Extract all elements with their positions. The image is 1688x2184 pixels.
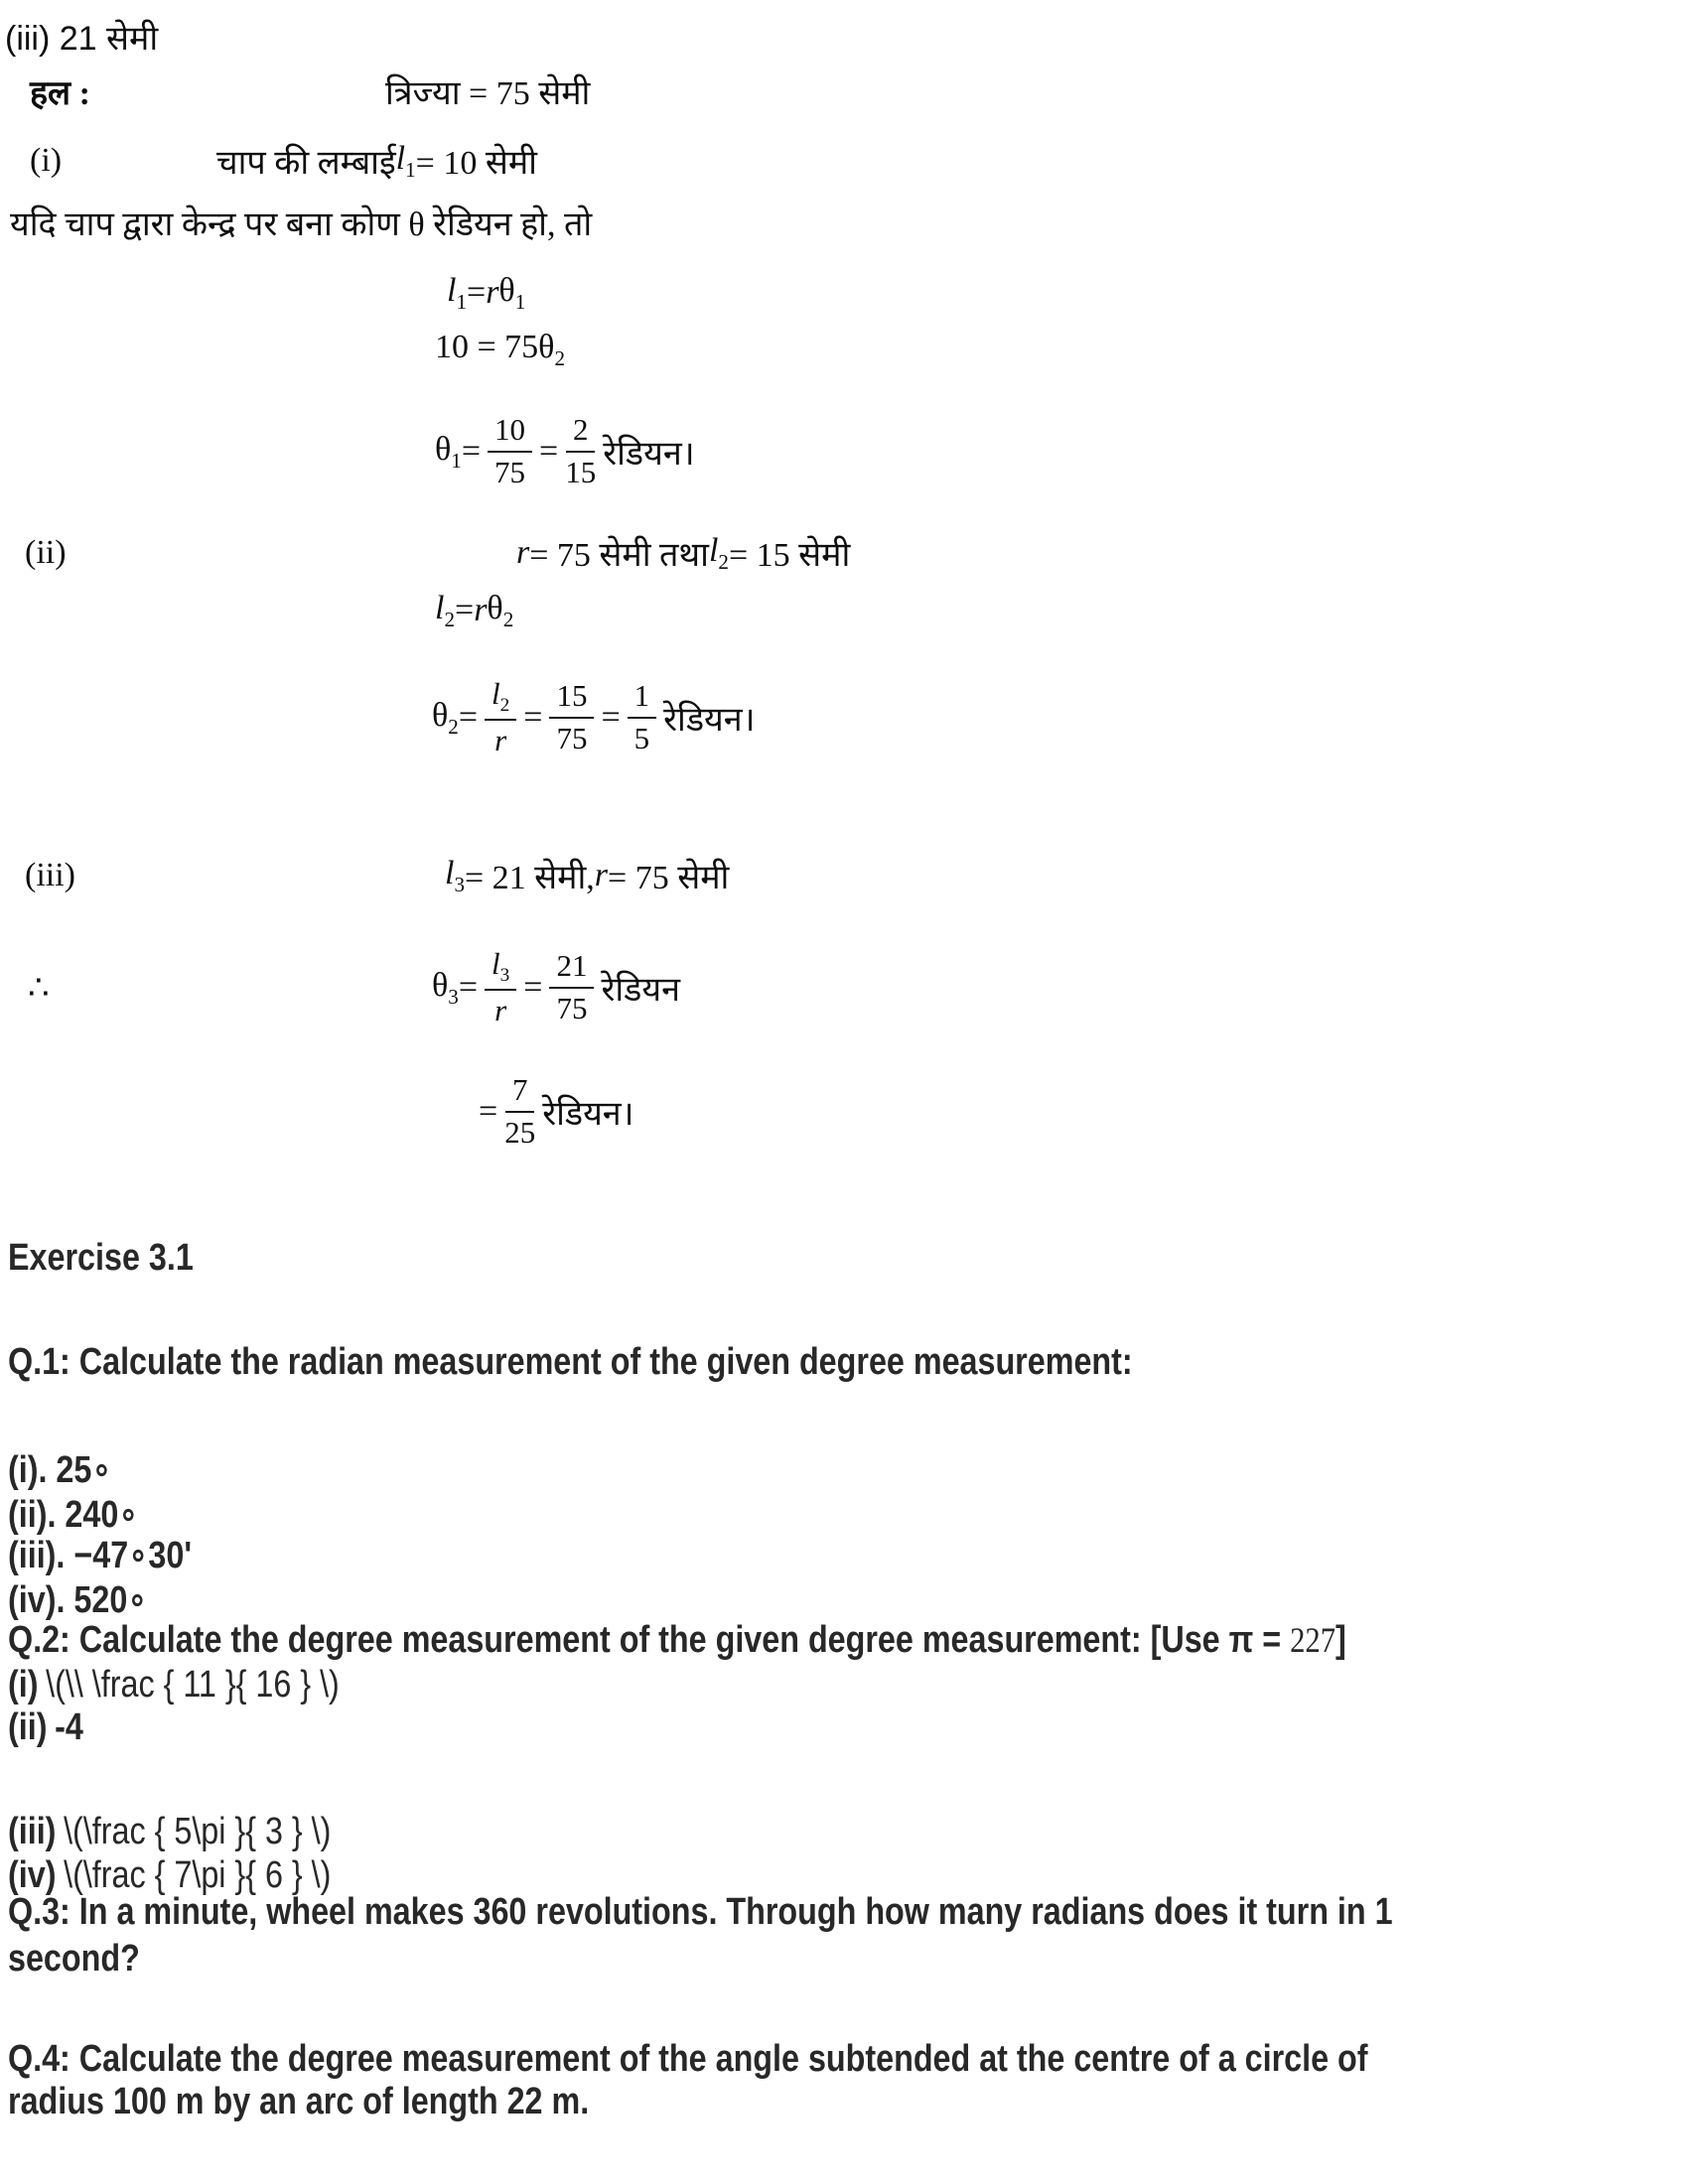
- math-text: = 75 सेमी तथा: [529, 537, 709, 574]
- math-variable: $l_3$: [445, 854, 465, 896]
- math-text: त्रिज्या = 75 सेमी: [385, 75, 591, 112]
- math-variable: $l_1$: [395, 139, 416, 182]
- solution-row: [0, 590, 1688, 632]
- fraction: [504, 1073, 535, 1150]
- q1-text: Q.1: Calculate the radian measurement of the given degree measurement:: [8, 1341, 1133, 1383]
- equation-content: [435, 590, 513, 632]
- fraction: [488, 413, 532, 489]
- math-text: 5: [633, 720, 650, 755]
- math-variable: $l_2$: [435, 590, 455, 631]
- fraction: [485, 677, 516, 758]
- solution-row-label: (iii): [25, 857, 75, 893]
- math-text: = 15 सेमी: [728, 537, 851, 574]
- solution-row-label: (ii): [25, 534, 67, 571]
- math-variable: r: [494, 993, 507, 1028]
- math-variable: r: [474, 592, 488, 629]
- math-subscript: 3: [454, 872, 465, 896]
- q1-item-iv: (iv). 520∘: [8, 1579, 148, 1621]
- solution-row: [0, 138, 1688, 184]
- equation-content: [447, 272, 525, 315]
- fraction: [549, 949, 594, 1025]
- exercise-title: Exercise 3.1: [8, 1237, 194, 1279]
- solution-row-label: ∴: [28, 970, 50, 1007]
- math-text: =: [539, 433, 559, 470]
- math-text: 21: [556, 948, 588, 984]
- math-text: =: [523, 968, 543, 1006]
- math-text: =: [467, 274, 487, 312]
- math-subscript: 1: [405, 157, 416, 182]
- math-text: = 21 सेमी,: [465, 860, 595, 896]
- equation-content: [432, 947, 680, 1028]
- math-variable: r: [516, 534, 530, 571]
- solution-row: [0, 329, 1688, 371]
- equation-content: [385, 68, 590, 114]
- equation-content: [445, 853, 729, 898]
- q2-text-prefix: Q.2: Calculate the degree measurement of the given degree measurement: [Use π =: [8, 1619, 1291, 1661]
- math-text: $\theta_1$: [498, 272, 526, 314]
- math-subscript: 2: [502, 607, 514, 631]
- math-text: 75: [556, 720, 588, 755]
- math-text: = 75 सेमी: [608, 860, 730, 896]
- q3-text: Q.3: In a minute, wheel makes 360 revolutions. Through how many radians does it turn in 1 second?: [8, 1891, 1393, 1979]
- math-text: $\theta_2$: [487, 590, 514, 631]
- math-text: रेडियन: [601, 971, 680, 1009]
- math-text: (iii) 21 सेमी: [5, 20, 159, 58]
- solution-row-label: (i): [30, 142, 63, 179]
- math-variable: $l_3$: [492, 945, 510, 986]
- solution-row-label: हल :: [30, 75, 90, 112]
- math-text: =: [479, 1093, 498, 1130]
- solution-row: [0, 68, 1688, 114]
- math-text: चाप की लम्बाई: [216, 145, 396, 182]
- math-text: 10: [494, 412, 526, 448]
- solution-row: [0, 674, 1688, 761]
- q2-item-i: (i) \(\\ \frac { 11 }{ 16 } \): [8, 1664, 340, 1706]
- equation-content: [216, 138, 537, 184]
- math-text: रेडियन।: [542, 1096, 634, 1133]
- math-variable: r: [494, 723, 507, 758]
- math-variable: $l_2$: [492, 675, 510, 716]
- equation-content: [435, 413, 695, 489]
- math-text: यदि चाप द्वारा केन्द्र पर बना कोण θ रेडियन हो, तो: [10, 206, 593, 243]
- math-text: =: [458, 968, 479, 1006]
- solution-row: [0, 1068, 1688, 1156]
- math-text: 75: [556, 990, 588, 1025]
- math-text: =: [601, 698, 621, 736]
- fraction: [628, 679, 657, 755]
- solution-row: [0, 14, 1688, 60]
- math-subscript: 1: [514, 289, 526, 314]
- math-subscript: 2: [554, 345, 566, 370]
- math-subscript: 1: [451, 448, 462, 473]
- math-text: $10 = 75\theta_2$: [435, 329, 566, 370]
- solution-row: [0, 944, 1688, 1031]
- math-subscript: 3: [448, 984, 459, 1009]
- fraction: [485, 947, 516, 1028]
- q2-text-suffix: ]: [1336, 1619, 1346, 1661]
- math-text: =: [461, 433, 482, 470]
- math-text: रेडियन।: [603, 436, 695, 473]
- math-text: 7: [511, 1072, 528, 1108]
- math-subscript: 2: [448, 714, 459, 739]
- fraction: [549, 679, 594, 755]
- math-subscript: 2: [444, 607, 455, 631]
- solution-row: [0, 530, 1688, 576]
- math-subscript: 1: [456, 289, 467, 314]
- math-text: $\theta_1$: [435, 430, 462, 473]
- math-variable: r: [594, 857, 609, 893]
- math-subscript: 3: [499, 964, 510, 986]
- math-text: =: [523, 698, 543, 736]
- math-subscript: 2: [499, 694, 510, 716]
- math-text: = 10 सेमी: [415, 145, 537, 182]
- equation-content: [516, 530, 850, 576]
- q1-item-ii: (ii). 240∘: [8, 1494, 139, 1536]
- fraction: [565, 413, 596, 489]
- math-text: $\theta_2$: [432, 696, 459, 739]
- q2-item-ii: (ii) -4: [8, 1706, 83, 1748]
- math-text: =: [458, 698, 479, 736]
- math-text: 1: [633, 678, 650, 714]
- math-text: 15: [556, 678, 588, 714]
- solution-row: [0, 200, 1688, 245]
- math-text: 2: [572, 412, 589, 448]
- math-variable: $l_2$: [708, 531, 729, 574]
- q2-item-iv: (iv) \(\frac { 7\pi }{ 6 } \): [8, 1854, 332, 1896]
- equation-content: [432, 677, 756, 758]
- q2-item-iii: (iii) \(\frac { 5\pi }{ 3 } \): [8, 1811, 332, 1852]
- q4-text: Q.4: Calculate the degree measurement of the angle subtended at the centre of a circle of radius 100 m by an arc of length 22 m.: [8, 2038, 1368, 2122]
- equation-content: [10, 200, 592, 245]
- solution-row: [0, 272, 1688, 315]
- equation-content: [479, 1073, 634, 1150]
- math-variable: r: [486, 274, 499, 312]
- math-text: 25: [504, 1115, 536, 1150]
- solution-row: [0, 853, 1688, 898]
- math-text: 15: [565, 455, 597, 489]
- math-text: $\theta_3$: [432, 966, 459, 1009]
- q1-item-i: (i). 25∘: [8, 1449, 112, 1491]
- pi-value: 227: [1290, 1620, 1336, 1660]
- equation-content: [435, 329, 565, 371]
- math-text: 75: [494, 455, 526, 489]
- q1-item-iii: (iii). −47∘30': [8, 1535, 193, 1576]
- math-text: रेडियन।: [663, 701, 756, 739]
- solution-row: [0, 408, 1688, 495]
- q2-text: [8, 1619, 1346, 1662]
- math-subscript: 2: [718, 549, 729, 574]
- math-text: =: [455, 592, 475, 629]
- equation-content: [5, 14, 158, 60]
- math-variable: $l_1$: [447, 272, 467, 314]
